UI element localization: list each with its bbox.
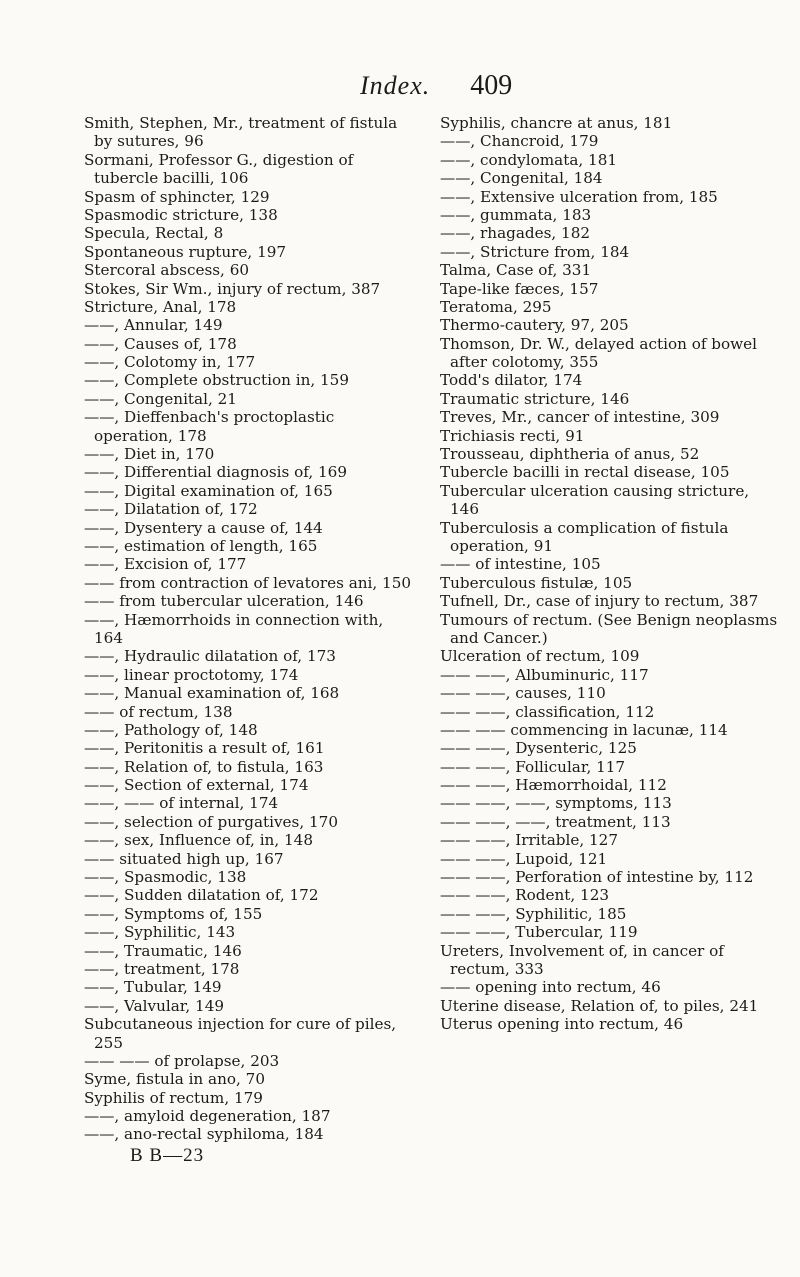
index-entry: —— situated high up, 167 [84,849,284,868]
index-entry: Stricture, Anal, 178 [84,297,237,316]
index-entry: —— ——, ——, symptoms, 113 [440,794,672,813]
index-entry: Trousseau, diphtheria of anus, 52 [440,445,700,464]
index-entry: ——, linear proctotomy, 174 [84,665,299,684]
index-entry: Stokes, Sir Wm., injury of rectum, 387 [84,279,381,298]
index-entry: ——, Peritonitis a result of, 161 [84,739,325,758]
index-entry: ——, Pathology of, 148 [84,720,258,739]
index-entry: ——, Section of external, 174 [84,776,309,795]
index-entry: —— ——, ——, treatment, 113 [440,812,671,831]
index-entry: ——, Stricture from, 184 [440,242,630,261]
index-entry: ——, Digital examination of, 165 [84,481,333,500]
index-entry: —— of rectum, 138 [84,702,233,721]
index-entry: Teratoma, 295 [440,297,552,316]
index-entry: ——, Tubular, 149 [84,978,222,997]
index-entry: Talma, Case of, 331 [440,261,592,280]
index-entry: ——, rhagades, 182 [440,224,591,243]
index-entry: ——, Colotomy in, 177 [84,353,256,372]
index-entry: Specula, Rectal, 8 [84,224,224,243]
index-entry: Todd's dilator, 174 [440,371,583,390]
index-entry: ——, treatment, 178 [84,959,240,978]
index-entry: ——, condylomata, 181 [440,150,618,169]
index-entry: —— ——, Hæmorrhoidal, 112 [440,776,667,795]
index-entry: Sormani, Professor G., digestion of tubercle bacilli, 106 [84,150,354,188]
index-entry: Tubercular ulceration causing stricture, 146 [440,481,750,519]
index-entry: Ulceration of rectum, 109 [440,647,640,666]
index-entry: —— ——, Lupoid, 121 [440,849,608,868]
index-entry: ——, Congenital, 184 [440,169,603,188]
page-number: 409 [470,70,513,101]
index-entry: Syme, fistula in ano, 70 [84,1070,266,1089]
index-entry: ——, Excision of, 177 [84,555,247,574]
signature-mark: B B—23 [130,1144,205,1166]
index-entry: Tufnell, Dr., case of injury to rectum, 387 [440,592,759,611]
index-column-left [84,114,414,1168]
index-entry: ——, Extensive ulceration from, 185 [440,187,718,206]
index-entry: Tuberculosis a complication of fistula operation, 91 [440,518,729,555]
index-entry: ——, Traumatic, 146 [84,941,242,960]
index-entry: —— from tubercular ulceration, 146 [84,592,364,611]
index-entry: Traumatic stricture, 146 [440,389,630,408]
index-entry: ——, Spasmodic, 138 [84,868,247,887]
index-entry: ——, Dieffenbach's proctoplastic operation, 178 [84,408,335,445]
index-entry: ——, Hæmorrhoids in connection with, 164 [84,610,384,647]
index-entry: Subcutaneous injection for cure of piles, 255 [84,1015,397,1052]
index-entry: ——, Hydraulic dilatation of, 173 [84,647,336,666]
index-entry: ——, Symptoms of, 155 [84,904,263,923]
index-entry: ——, Differential diagnosis of, 169 [84,463,347,482]
index-entry: ——, Annular, 149 [84,316,223,335]
index-entry: Stercoral abscess, 60 [84,261,250,280]
index-entry: —— ——, Albuminuric, 117 [440,665,649,684]
index-entry: Spasm of sphincter, 129 [84,187,270,206]
index-entry: ——, Congenital, 21 [84,389,237,408]
index-entry: ——, sex, Influence of, in, 148 [84,831,313,850]
running-head: Index. [360,71,431,100]
index-entry: Smith, Stephen, Mr., treatment of fistula by sutures, 96 [84,114,398,151]
index-column-right [440,114,778,1034]
index-entry: ——, ano-rectal syphiloma, 184 [84,1125,324,1144]
index-entry: Thomson, Dr. W., delayed action of bowel after colotomy, 355 [440,334,758,372]
index-entry: Uterus opening into rectum, 46 [440,1015,684,1034]
index-entry: —— from contraction of levatores ani, 150 [84,573,412,592]
index-entry: Syphilis of rectum, 179 [84,1088,263,1107]
page-header [360,70,660,102]
index-entry: Tumours of rectum. (See Benign neoplasms and Cancer.) [440,610,778,647]
index-entry: ——, selection of purgatives, 170 [84,812,338,831]
index-entry: Tuberculous fistulæ, 105 [440,573,633,592]
index-entry: ——, Syphilitic, 143 [84,923,236,942]
index-entry: —— —— commencing in lacunæ, 114 [440,720,728,739]
index-entry: —— ——, Perforation of intestine by, 112 [440,868,754,887]
index-entry: —— ——, Follicular, 117 [440,757,626,776]
index-entry: ——, Dysentery a cause of, 144 [84,518,323,537]
index-entry: ——, Diet in, 170 [84,445,215,464]
index-entry: —— ——, Irritable, 127 [440,831,618,850]
index-entry: —— ——, Rodent, 123 [440,886,610,905]
index-entry: ——, Sudden dilatation of, 172 [84,886,319,905]
index-entry: Tubercle bacilli in rectal disease, 105 [440,463,730,482]
index-entry: —— ——, causes, 110 [440,684,606,703]
index-entry: ——, estimation of length, 165 [84,536,318,555]
index-entry: Trichiasis recti, 91 [440,426,585,445]
index-entry: ——, Complete obstruction in, 159 [84,371,349,390]
index-entry: ——, gummata, 183 [440,205,592,224]
index-entry: ——, Causes of, 178 [84,334,237,353]
index-entry: Ureters, Involvement of, in cancer of rectum, 333 [440,941,724,978]
index-entry: —— —— of prolapse, 203 [84,1051,280,1070]
index-entry: Thermo-cautery, 97, 205 [440,316,629,335]
index-entry: Syphilis, chancre at anus, 181 [440,114,673,132]
index-entry: ——, Chancroid, 179 [440,132,599,151]
index-entry: ——, —— of internal, 174 [84,794,279,813]
index-entry: Tape-like fæces, 157 [440,279,599,298]
index-entry: ——, amyloid degeneration, 187 [84,1107,331,1126]
index-entry: Spontaneous rupture, 197 [84,242,287,261]
index-entry: ——, Dilatation of, 172 [84,500,258,519]
index-entry: Spasmodic stricture, 138 [84,205,278,224]
index-entry: ——, Manual examination of, 168 [84,684,340,703]
index-entry: —— ——, classification, 112 [440,702,655,721]
index-entry: —— ——, Dysenteric, 125 [440,739,637,758]
index-entry: —— ——, Syphilitic, 185 [440,904,627,923]
index-entry: —— opening into rectum, 46 [440,978,661,997]
index-entry: ——, Valvular, 149 [84,996,225,1015]
index-entry: —— ——, Tubercular, 119 [440,923,638,942]
index-entry: Uterine disease, Relation of, to piles, 241 [440,996,759,1015]
index-entry: Treves, Mr., cancer of intestine, 309 [440,408,720,427]
index-entry: ——, Relation of, to fistula, 163 [84,757,324,776]
index-entry: —— of intestine, 105 [440,555,601,574]
